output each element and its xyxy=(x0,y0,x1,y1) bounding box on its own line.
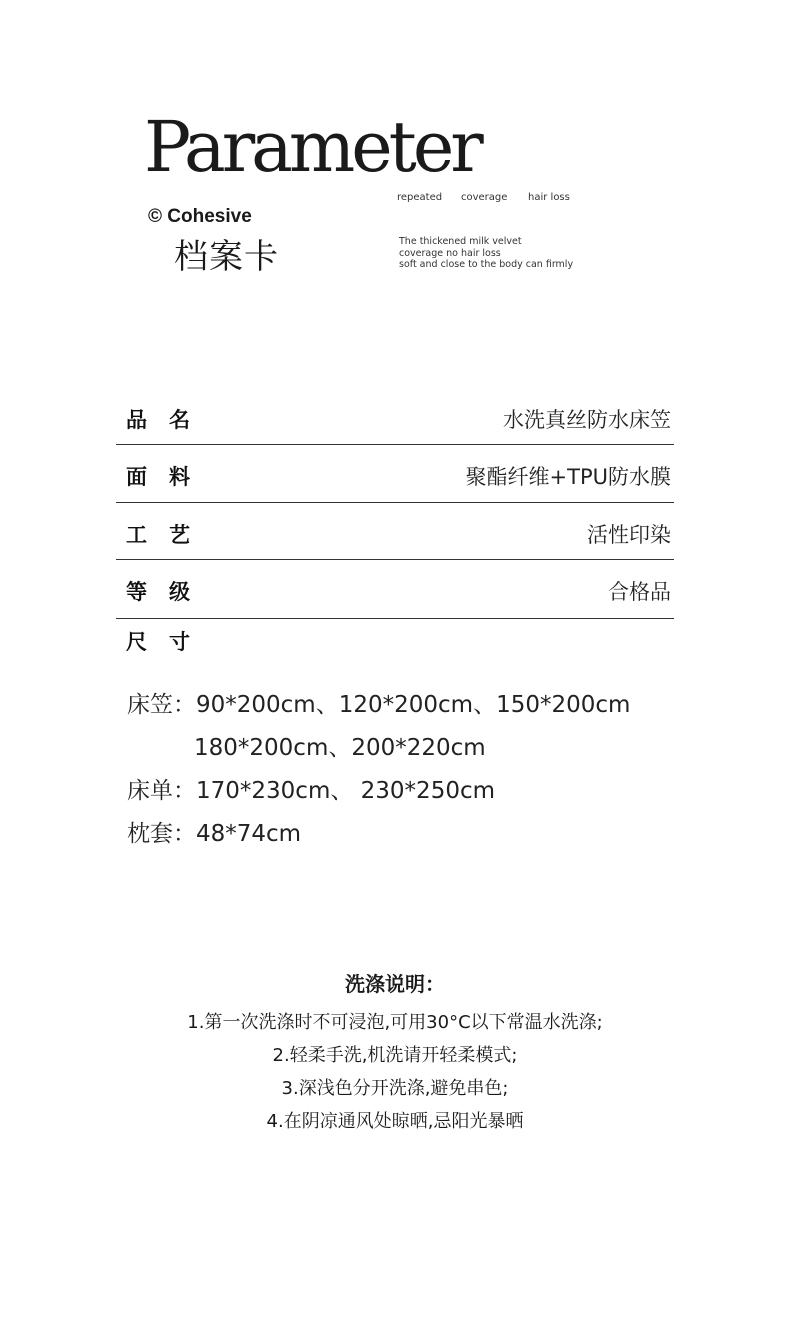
tag-list xyxy=(397,192,570,203)
tag-repeated: repeated xyxy=(397,192,443,203)
description xyxy=(399,236,573,271)
spec-row-fabric xyxy=(116,445,674,503)
tag-hair-loss: hair loss xyxy=(528,192,570,203)
spec-row-grade xyxy=(116,560,674,619)
spec-value: 活性印染 xyxy=(587,523,671,547)
page-title: Parameter xyxy=(144,106,480,188)
size-line-fitted-sheet-cont: 180*200cm、200*220cm xyxy=(194,735,486,761)
spec-value: 水洗真丝防水床笠 xyxy=(503,408,671,432)
washing-title: 洗涤说明： xyxy=(345,972,445,996)
washing-item: 4.在阴凉通风处晾晒,忌阳光暴晒 xyxy=(266,1111,524,1132)
brand-logo: © Cohesive xyxy=(148,206,252,227)
spec-row-craft xyxy=(116,503,674,560)
spec-label: 工艺 xyxy=(126,523,212,547)
washing-instructions xyxy=(0,970,790,1138)
size-line-flat-sheet: 床单：170*230cm、 230*250cm xyxy=(127,778,496,804)
spec-table xyxy=(116,388,674,619)
size-line-fitted-sheet: 床笠：90*200cm、120*200cm、150*200cm xyxy=(127,692,631,718)
size-label: 尺寸 xyxy=(126,630,212,654)
description-line: coverage no hair loss xyxy=(399,247,501,259)
washing-item: 2.轻柔手洗,机洗请开轻柔模式; xyxy=(272,1045,518,1066)
spec-label: 品名 xyxy=(126,408,212,432)
description-line: The thickened milk velvet xyxy=(399,236,522,247)
subtitle-cn: 档案卡 xyxy=(174,237,279,277)
spec-row-name xyxy=(116,388,674,445)
washing-item: 3.深浅色分开洗涤,避免串色; xyxy=(281,1078,509,1099)
spec-value: 合格品 xyxy=(608,580,671,604)
spec-value: 聚酯纤维+TPU防水膜 xyxy=(465,465,671,489)
description-line: soft and close to the body can firmly xyxy=(399,259,574,270)
size-line-pillowcase: 枕套：48*74cm xyxy=(127,821,302,847)
washing-item: 1.第一次洗涤时不可浸泡,可用30°C以下常温水洗涤; xyxy=(187,1012,603,1033)
spec-label: 面料 xyxy=(126,465,212,489)
spec-label: 等级 xyxy=(126,580,212,604)
tag-coverage: coverage xyxy=(461,192,508,203)
